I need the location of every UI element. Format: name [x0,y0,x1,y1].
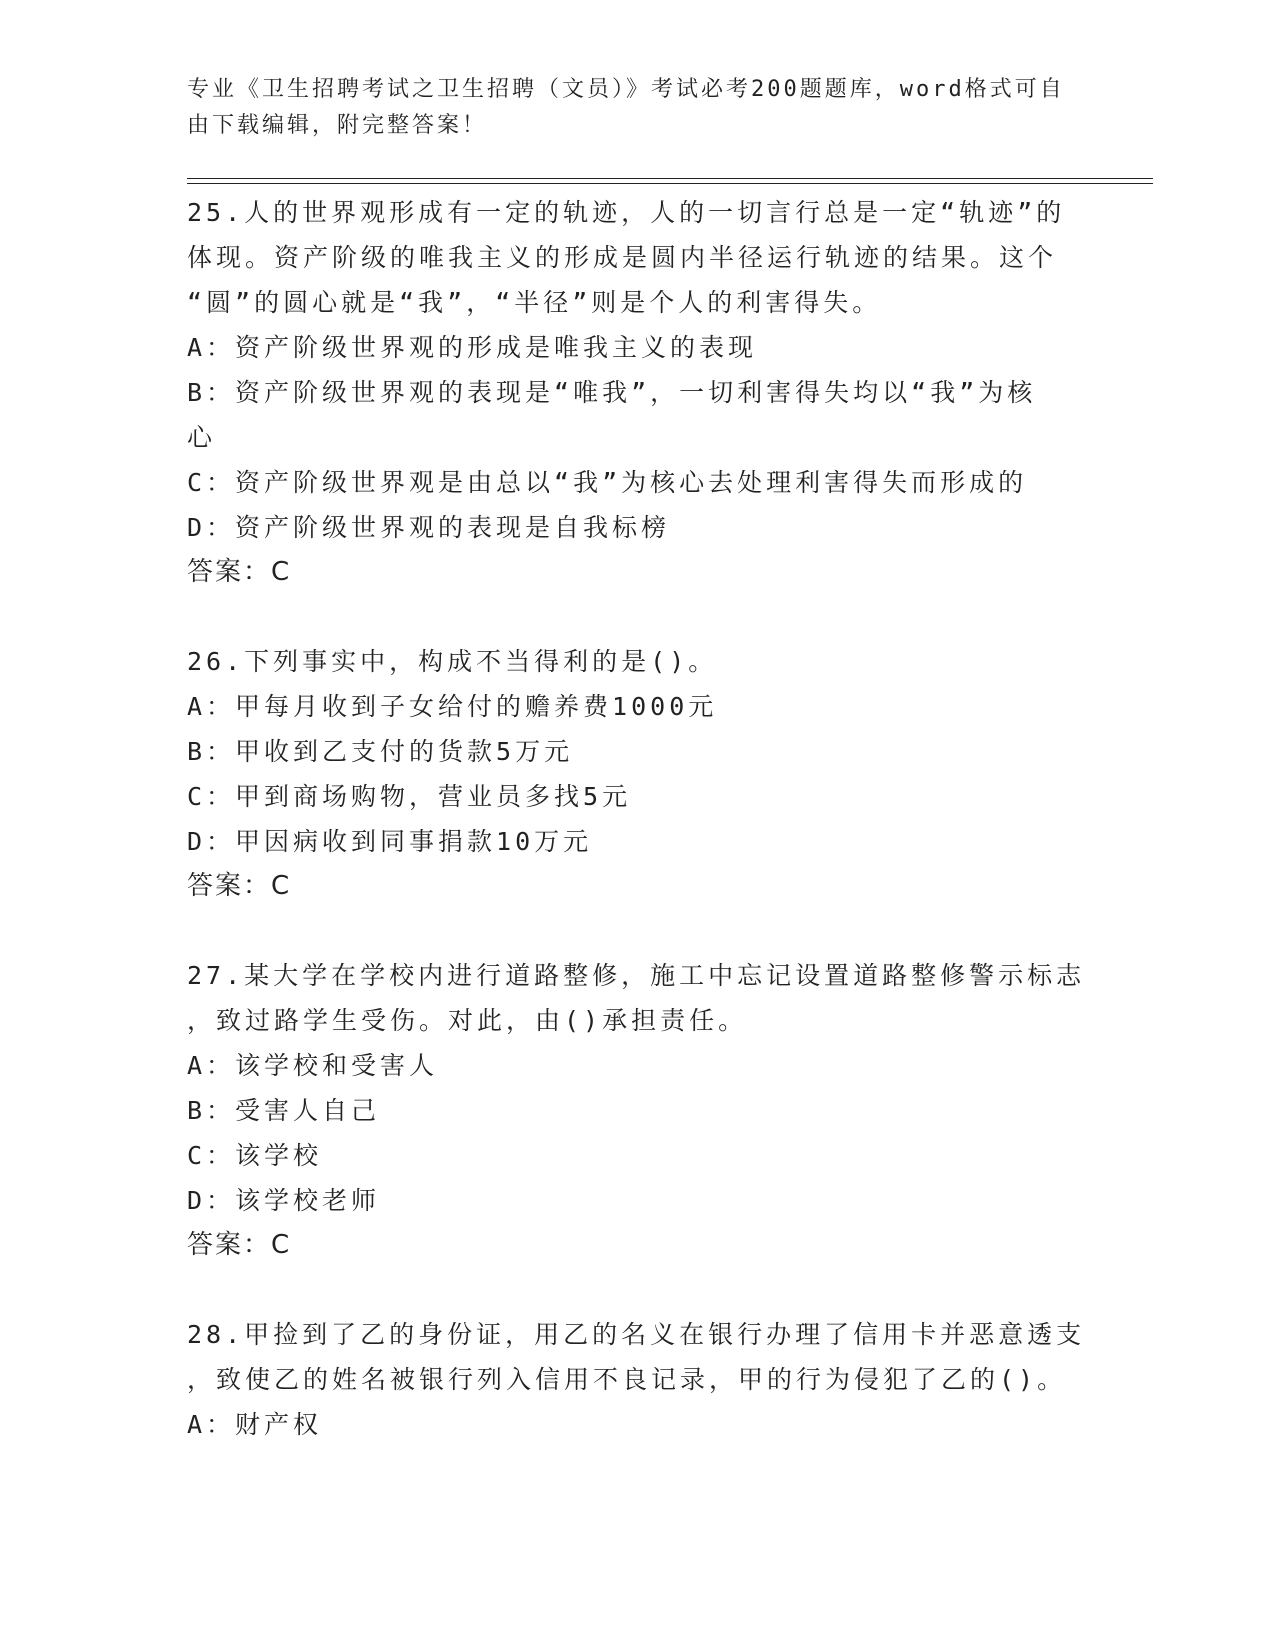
header-line-1: 专业《卫生招聘考试之卫生招聘（文员）》考试必考200题题库，word格式可自 [187,77,1065,102]
question-list [187,190,1087,1447]
document-header [187,72,1067,144]
option-b: B：资产阶级世界观的表现是“唯我”，一切利害得失均以“我”为核 [187,378,1037,407]
option-a: A：财产权 [187,1410,323,1439]
question-stem: “圆”的圆心就是“我”，“半径”则是个人的利害得失。 [187,288,882,317]
question-stem: ，致使乙的姓名被银行列入信用不良记录，甲的行为侵犯了乙的()。 [187,1365,1067,1394]
question-stem: ，致过路学生受伤。对此，由()承担责任。 [187,1006,748,1035]
option-b-continued: 心 [187,423,217,452]
option-c: C：甲到商场购物，营业员多找5元 [187,782,632,811]
answer: 答案：C [187,557,292,587]
question-25 [187,190,1087,595]
option-a: A：资产阶级世界观的形成是唯我主义的表现 [187,333,758,362]
option-d: D：甲因病收到同事捐款10万元 [187,827,593,856]
option-d: D：该学校老师 [187,1186,381,1215]
option-a: A：甲每月收到子女给付的赡养费1000元 [187,692,718,721]
header-rule-top [187,178,1153,179]
option-d: D：资产阶级世界观的表现是自我标榜 [187,513,671,542]
question-27 [187,953,1087,1268]
question-stem: 25.人的世界观形成有一定的轨迹，人的一切言行总是一定“轨迹”的 [187,198,1066,227]
option-c: C：该学校 [187,1141,323,1170]
option-b: B：受害人自己 [187,1096,381,1125]
option-b: B：甲收到乙支付的货款5万元 [187,737,574,766]
answer: 答案：C [187,871,292,901]
question-stem: 28.甲捡到了乙的身份证，用乙的名义在银行办理了信用卡并恶意透支 [187,1320,1086,1349]
option-a: A：该学校和受害人 [187,1051,439,1080]
answer: 答案：C [187,1230,292,1260]
question-stem: 26.下列事实中，构成不当得利的是()。 [187,647,718,676]
option-c: C：资产阶级世界观是由总以“我”为核心去处理利害得失而形成的 [187,468,1028,497]
question-28 [187,1312,1087,1447]
question-stem: 27.某大学在学校内进行道路整修，施工中忘记设置道路整修警示标志 [187,961,1086,990]
question-stem: 体现。资产阶级的唯我主义的形成是圆内半径运行轨迹的结果。这个 [187,243,1058,272]
question-26 [187,639,1087,909]
header-rule-bottom [187,183,1153,184]
header-line-2: 由下载编辑，附完整答案！ [187,113,488,138]
